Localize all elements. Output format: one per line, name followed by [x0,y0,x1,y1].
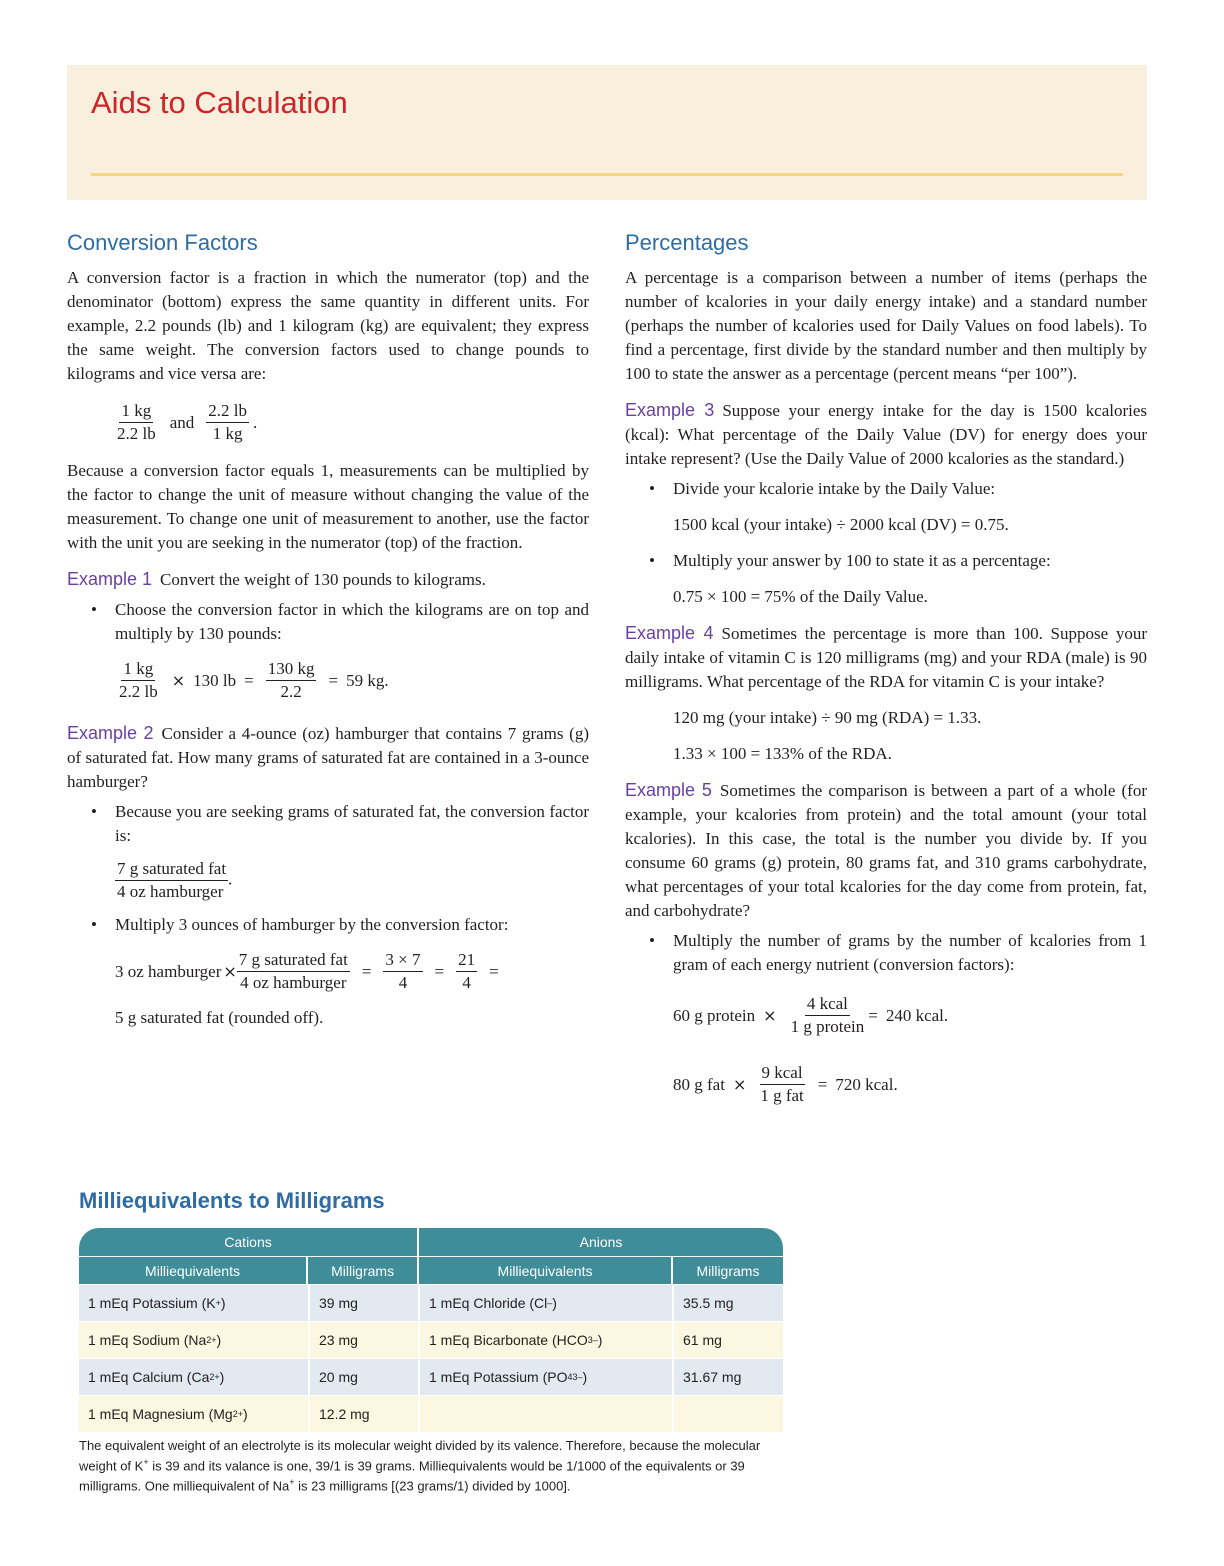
cell-text: 1 mEq Magnesium (Mg [88,1406,233,1422]
list-item: • Multiply your answer by 100 to state it as a percentage: [625,549,1147,573]
percentages-intro: A percentage is a comparison between a number of items (perhaps the number of kcalories in your daily energy intake) and a standard number (perhaps the number of kcalories used for Daily Values on food labels). To find a percentage, first divide by the standard number and then multiply by 100 to state the answer as a percentage (percent means “per 100”). [625,268,1147,383]
example-5-eq1 [673,993,1147,1038]
table-cell [418,1285,672,1321]
cell-text: 31.67 mg [683,1369,742,1385]
numerator: 9 kcal [760,1062,805,1085]
cell-text: 1 mEq Calcium (Ca [88,1369,210,1385]
column-header: Milligrams [671,1256,783,1284]
footnote-text: is 23 milligrams [(23 grams/1) divided by 1000]. [294,1478,571,1494]
table-cell [308,1285,418,1321]
fraction [383,949,422,994]
footnote-text: The equivalent weight of an electrolyte is its molecular weight divided by its valence. Therefore, because the molecular weight of K [79,1438,761,1474]
period: . [253,412,258,432]
example-5-eq2 [673,1062,1147,1107]
section-heading: Conversion Factors [67,230,258,255]
numerator: 2.2 lb [206,400,249,423]
numerator: 7 g saturated fat [115,858,228,881]
numerator: 21 [456,949,477,972]
cell-text: 1 mEq Chloride (Cl [429,1295,548,1311]
denominator: 2.2 lb [119,682,158,701]
equals-sign: = [244,670,254,690]
cell-text: 12.2 mg [319,1406,370,1422]
period: . [228,869,233,889]
footnote-text: is 39 and its valance is one, 39/1 is 39 grams. Milliequivalents would be 1/1000 of the equivalents or 39 milligrams. One milliequivalent of Na [79,1458,745,1494]
times-sign: × [223,962,237,981]
fraction [206,400,249,445]
page-title: Aids to Calculation [91,85,348,120]
example-4 [625,621,1147,694]
table-row [79,1395,783,1432]
numerator: 7 g saturated fat [237,949,350,972]
example-text: Sometimes the comparison is between a part of a whole (for example, your kcalories from protein) and the total amount (your total kcalories). In this case, the total is the number you divide by. If you consume 60 grams (g) protein, 80 grams fat, and 310 grams carbohydrate, what percentages of your total kcalories for the day come from protein, fat, and carbohydrate? [625,781,1147,920]
table-cell [418,1359,672,1395]
cell-text: ) [219,1369,225,1385]
table-cell [418,1396,672,1432]
example-label: Example 3 [625,400,715,420]
percentages-section [625,228,1147,1107]
cell-text: ) [216,1332,222,1348]
table-cell [308,1359,418,1395]
cell-text: 20 mg [319,1369,358,1385]
subscript: 4 [567,1372,573,1382]
times-sign: × [763,1006,777,1025]
superscript: 2+ [209,1372,220,1382]
example-2-list-b [67,913,589,937]
example-5-list [625,929,1147,977]
example-label: Example 5 [625,780,712,800]
denominator: 1 g protein [790,1017,865,1036]
list-item: • Multiply the number of grams by the number of kcalories from 1 gram of each energy nutrient (conversion factors): [625,929,1147,977]
example-5 [625,778,1147,923]
fraction [266,658,317,703]
example-2-equation [115,949,589,994]
example-2-result: 5 g saturated fat (rounded off). [115,1008,324,1027]
group-anions: Anions [417,1228,783,1256]
cell-text: 1 mEq Potassium (K [88,1295,216,1311]
column-header: Milliequivalents [79,1256,306,1284]
example-1 [67,567,589,592]
superscript: – [547,1298,553,1308]
numerator: 4 kcal [805,993,850,1016]
denominator: 4 oz hamburger [117,882,224,901]
list-item: • Because you are seeking grams of saturated fat, the conversion factor is: [67,800,589,848]
table-row [79,1284,783,1321]
multiplier: 130 lb [193,670,237,690]
table-cell [79,1285,308,1321]
fraction [789,993,867,1038]
example-text: Consider a 4-ounce (oz) hamburger that contains 7 grams (g) of saturated fat. How many grams of saturated fat are contained in a 3-ounce hamburger? [67,724,590,791]
superscript: 2+ [232,1409,243,1419]
milliequivalents-table [79,1228,783,1432]
example-3-list [625,477,1147,501]
subscript: 3 [587,1335,593,1345]
times-sign: × [171,671,186,690]
list-item: • Choose the conversion factor in which the kilograms are on top and multiply by 130 pounds: [67,598,589,646]
example-label: Example 2 [67,723,154,743]
table-cell [308,1396,418,1432]
denominator: 4 [398,973,408,992]
section-heading: Percentages [625,230,749,255]
example-3 [625,398,1147,471]
equals-sign: = [489,961,499,981]
example-2 [67,721,589,794]
title-rule [91,173,1123,176]
cell-text: 61 mg [683,1332,722,1348]
cell-text: 1 mEq Potassium (PO [429,1369,568,1385]
superscript: 2+ [206,1335,217,1345]
numerator: 3 × 7 [383,949,422,972]
result: 720 kcal. [835,1074,898,1094]
denominator: 4 oz hamburger [240,973,347,992]
lead-term: 3 oz hamburger [115,961,222,981]
table-cell [672,1359,783,1395]
example-label: Example 1 [67,569,153,589]
example-text: Convert the weight of 130 pounds to kilograms. [160,570,486,589]
superscript: + [143,1457,149,1467]
cell-text: 1 mEq Bicarbonate (HCO [429,1332,588,1348]
times-sign: × [732,1075,747,1094]
table-footnote [79,1437,783,1495]
cell-text: ) [597,1332,603,1348]
denominator: 1 kg [212,424,243,443]
numerator: 1 kg [119,400,153,423]
example-1-equation [113,658,589,703]
table-group-header [79,1228,783,1256]
cell-text: 35.5 mg [683,1295,734,1311]
example-3-eq2: 0.75 × 100 = 75% of the Daily Value. [673,587,928,606]
fraction [117,658,160,703]
cell-text: ) [552,1295,557,1311]
conversion-factors-equation [111,400,589,445]
example-2-factor [115,858,589,903]
table-row [79,1358,783,1395]
denominator: 2.2 lb [117,424,156,443]
lead-term: 60 g protein [673,1005,756,1025]
numerator: 1 kg [121,658,155,681]
denominator: 4 [462,973,471,992]
lead-term: 80 g fat [673,1074,725,1094]
table-column-header [79,1256,783,1284]
fraction [237,949,350,994]
fraction [115,400,158,445]
example-1-list [67,598,589,646]
cell-text: ) [242,1406,248,1422]
denominator: 1 g fat [760,1086,804,1105]
equals-sign: = [361,961,372,981]
table-row [79,1321,783,1358]
example-3-eq1: 1500 kcal (your intake) ÷ 2000 kcal (DV) = 0.75. [673,515,1009,534]
equals-sign: = [328,670,339,690]
fraction [758,1062,805,1107]
table-title: Milliequivalents to Milligrams [79,1188,385,1213]
result: 59 kg. [346,670,389,690]
cell-text: 1 mEq Sodium (Na [88,1332,207,1348]
conversion-intro: A conversion factor is a fraction in which the numerator (top) and the denominator (bottom) express the same quantity in different units. For example, 2.2 pounds (lb) and 1 kilogram (kg) are equivalent; they express the same weight. The conversion factors used to change pounds to kilograms and vice versa are: [67,268,589,383]
cell-text: 39 mg [319,1295,358,1311]
example-label: Example 4 [625,623,714,643]
fraction [115,858,228,903]
example-text: Sometimes the percentage is more than 100. Suppose your daily intake of vitamin C is 120 milligrams (mg) and your RDA (male) is 90 milligrams. What percentage of the RDA for vitamin C is your intake? [625,624,1147,691]
equals-sign: = [434,961,445,981]
table-cell [79,1322,308,1358]
example-4-eq2: 1.33 × 100 = 133% of the RDA. [673,744,892,763]
column-header: Milligrams [306,1256,417,1284]
group-cations: Cations [79,1228,417,1256]
superscript: 3– [572,1372,583,1382]
column-header: Milliequivalents [417,1256,671,1284]
conversion-factors-section [67,228,589,1042]
fraction [456,949,477,994]
title-banner [67,65,1147,200]
superscript: + [289,1477,295,1488]
denominator: 2.2 [280,682,302,701]
table-cell [79,1396,308,1432]
list-item: • Divide your kcalorie intake by the Daily Value: [625,477,1147,501]
cell-text: 23 mg [319,1332,358,1348]
equals-sign: = [868,1005,878,1025]
example-2-list [67,800,589,848]
equals-sign: = [817,1074,828,1094]
example-4-eq1: 120 mg (your intake) ÷ 90 mg (RDA) = 1.33. [673,708,982,727]
table-cell [672,1396,783,1432]
superscript: – [592,1335,598,1345]
table-cell [79,1359,308,1395]
numerator: 130 kg [266,658,317,681]
superscript: + [215,1298,221,1308]
table-cell [418,1322,672,1358]
conversion-para2: Because a conversion factor equals 1, measurements can be multiplied by the factor to change the unit of measure without changing the value of the measurement. To change one unit of measurement to another, use the factor with the unit you are seeking in the numerator (top) of the fraction. [67,461,589,552]
example-text: Suppose your energy intake for the day is 1500 kcalories (kcal): What percentage of the Daily Value (DV) for energy does your intake represent? (Use the Daily Value of 2000 kcalories as the standard.) [625,401,1148,468]
and-text: and [169,412,195,432]
table-cell [672,1322,783,1358]
table-cell [308,1322,418,1358]
result: 240 kcal. [885,1005,949,1025]
cell-text: ) [220,1295,226,1311]
example-3-list-b [625,549,1147,573]
list-item: • Multiply 3 ounces of hamburger by the conversion factor: [67,913,589,937]
table-cell [672,1285,783,1321]
cell-text: ) [582,1369,588,1385]
